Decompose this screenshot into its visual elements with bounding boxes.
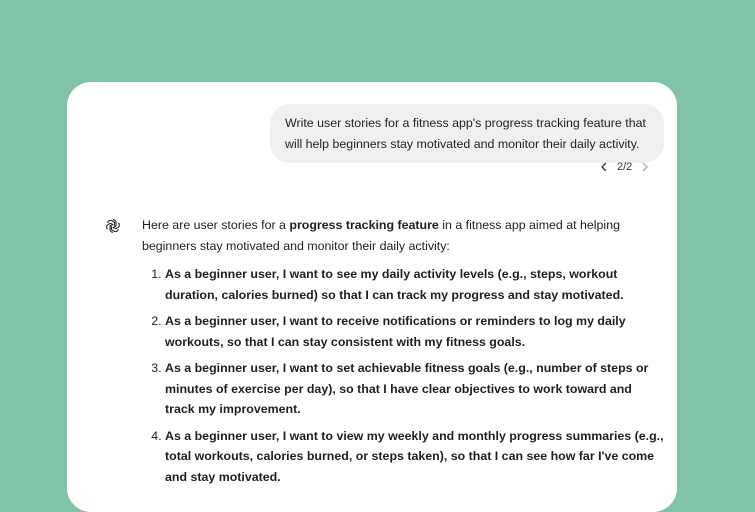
list-item: 2. As a beginner user, I want to receive notifications or reminders to log my daily workouts, so that I can stay consistent with my fitness goals. [165,311,664,352]
chevron-right-icon[interactable] [638,160,652,174]
openai-logo-icon [105,218,121,234]
user-stories-list [142,264,664,487]
intro-text-end: in a fitness app aimed at helping beginners stay motivated and monitor their daily activity: [142,218,620,253]
list-item: 4. As a beginner user, I want to view my weekly and monthly progress summaries (e.g., total workouts, calories burned, or steps taken), so that I can see how far I've come and stay motivated. [165,426,664,488]
user-message-bubble [270,104,664,163]
list-item: 3. As a beginner user, I want to set achievable fitness goals (e.g., number of steps or minutes of exercise per day), so that I have clear objectives to work toward and track my improvement. [165,358,664,420]
intro-bold-text: progress tracking feature [289,218,439,232]
user-message-text: Write user stories for a fitness app's progress tracking feature that will help beginners stay motivated and monitor their daily activity. [285,116,646,151]
chat-card [67,82,677,512]
assistant-intro [142,215,664,256]
pager-label: 2/2 [617,161,633,173]
list-item: 1. As a beginner user, I want to see my daily activity levels (e.g., steps, workout duration, calories burned) so that I can track my progress and stay motivated. [165,264,664,305]
intro-text-start: Here are user stories for a [142,218,290,232]
response-pager [597,158,652,176]
assistant-message [142,215,664,493]
chevron-left-icon[interactable] [597,160,611,174]
